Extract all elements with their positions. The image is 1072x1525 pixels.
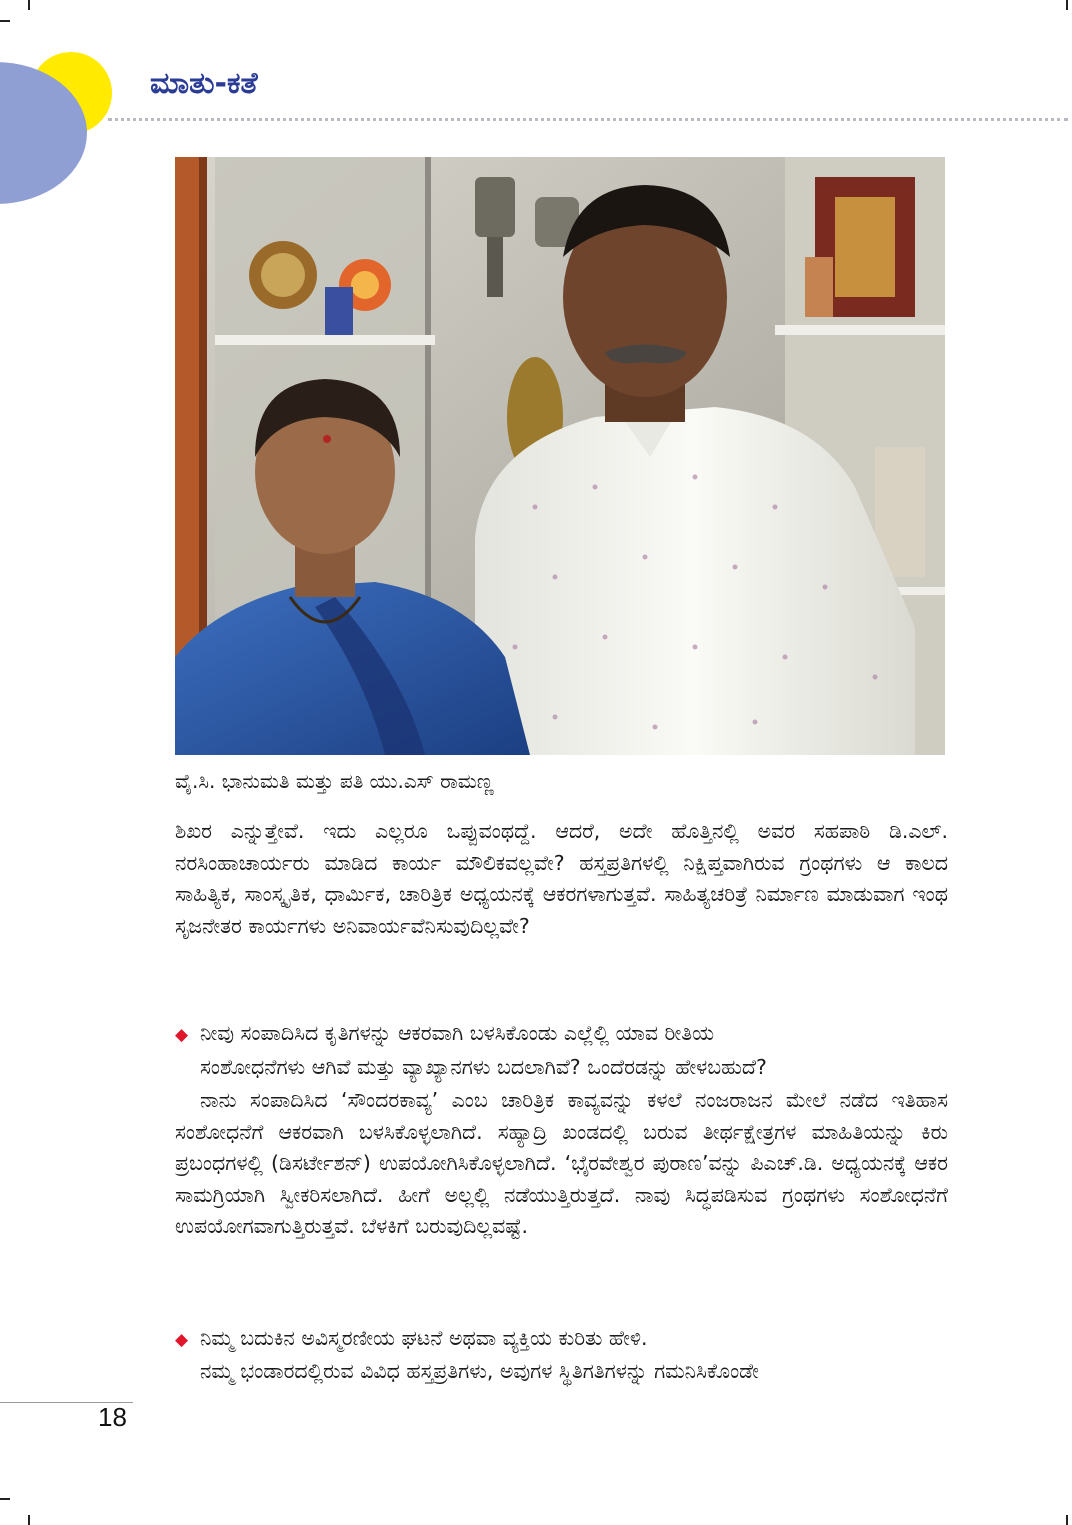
paragraph-intro: ಶಿಖರ ಎನ್ನುತ್ತೇವೆ. ಇದು ಎಲ್ಲರೂ ಒಪ್ಪುವಂಥದ್ದೆ. ಆದರೆ, ಅದೇ ಹೊತ್ತಿನಲ್ಲಿ ಅವರ ಸಹಪಾಠಿ ಡಿ.ಎಲ್. ನರಸಿಂಹಾಚಾರ್ಯರು ಮಾಡಿದ ಕಾರ್ಯ ಮೌಲಿಕವಲ್ಲವೇ? ಹಸ್ತಪ್ರತಿಗಳಲ್ಲಿ ನಿಕ್ಷಿಪ್ತವಾಗಿರುವ ಗ್ರಂಥಗಳು ಆ ಕಾಲದ ಸಾಹಿತ್ಯಿಕ, ಸಾಂಸ್ಕೃತಿಕ, ಧಾರ್ಮಿಕ, ಚಾರಿತ್ರಿಕ ಅಧ್ಯಯನಕ್ಕೆ ಆಕರಗಳಾಗುತ್ತವೆ. ಸಾಹಿತ್ಯಚರಿತ್ರೆ ನಿರ್ಮಾಣ ಮಾಡುವಾಗ ಇಂಥ ಸೃಜನೇತರ ಕಾರ್ಯಗಳು ಅನಿವಾರ್ಯವೆನಿಸುವುದಿಲ್ಲವೇ?: [175, 819, 948, 938]
diamond-bullet-icon: ◆: [175, 1025, 189, 1045]
answer-1: ನಾನು ಸಂಪಾದಿಸಿದ ‘ಸೌಂದರಕಾವ್ಯ’ ಎಂಬ ಚಾರಿತ್ರಿಕ ಕಾವ್ಯವನ್ನು ಕಳಲೆ ನಂಜರಾಜನ ಮೇಲೆ ನಡೆದ ಇತಿಹಾಸ ಸಂಶೋಧನೆಗೆ ಆಕರವಾಗಿ ಬಳಸಿಕೊಳ್ಳಲಾಗಿದೆ. ಸಹ್ಯಾದ್ರಿ ಖಂಡದಲ್ಲಿ ಬರುವ ತೀರ್ಥಕ್ಷೇತ್ರಗಳ ಮಾಹಿತಿಯನ್ನು ಕಿರು ಪ್ರಬಂಧಗಳಲ್ಲಿ (ಡಿಸರ್ಟೇಶನ್) ಉಪಯೋಗಿಸಿಕೊಳ್ಳಲಾಗಿದೆ. ‘ಭೈರವೇಶ್ವರ ಪುರಾಣ’ವನ್ನು ಪಿಎಚ್.ಡಿ. ಅಧ್ಯಯನಕ್ಕೆ ಆಕರ ಸಾಮಗ್ರಿಯಾಗಿ ಸ್ವೀಕರಿಸಲಾಗಿದೆ. ಹೀಗೆ ಅಲ್ಲಲ್ಲಿ ನಡೆಯುತ್ತಿರುತ್ತದೆ. ನಾವು ಸಿದ್ಧಪಡಿಸುವ ಗ್ರಂಥಗಳು ಸಂಶೋಧನೆಗೆ ಉಪಯೋಗವಾಗುತ್ತಿರುತ್ತವೆ. ಬೆಳಕಿಗೆ ಬರುವುದಿಲ್ಲವಷ್ಟೆ.: [175, 1088, 948, 1238]
question-2: [175, 1323, 990, 1357]
question-1-line-2: ಸಂಶೋಧನೆಗಳು ಆಗಿವೆ ಮತ್ತು ವ್ಯಾಖ್ಯಾನಗಳು ಬದಲಾಗಿವೆ? ಒಂದೆರಡನ್ನು ಹೇಳಬಹುದೆ?: [200, 1054, 767, 1079]
photo-caption: ವೈ.ಸಿ. ಭಾನುಮತಿ ಮತ್ತು ಪತಿ ಯು.ಎಸ್ ರಾಮಣ್ಣ: [175, 769, 494, 793]
page-number: 18: [98, 1402, 127, 1432]
photo-illustration: [175, 157, 945, 755]
diamond-bullet-icon: ◆: [175, 1330, 189, 1350]
question-2-text: ನಿಮ್ಮ ಬದುಕಿನ ಅವಿಸ್ಮರಣೀಯ ಘಟನೆ ಅಥವಾ ವ್ಯಕ್ತಿಯ ಕುರಿತು ಹೇಳಿ.: [200, 1326, 648, 1350]
crop-mark: [28, 0, 30, 10]
crop-mark: [1066, 1515, 1068, 1525]
crop-mark: [28, 1515, 30, 1525]
question-1: [175, 1018, 990, 1083]
section-title: ಮಾತು-ಕತೆ: [150, 66, 258, 101]
question-1-line-1: ನೀವು ಸಂಪಾದಿಸಿದ ಕೃತಿಗಳನ್ನು ಆಕರವಾಗಿ ಬಳಸಿಕೊಂಡು ಎಲ್ಲೆಲ್ಲಿ ಯಾವ ರೀತಿಯ: [200, 1021, 715, 1045]
header-dotted-rule: [108, 118, 1068, 121]
answer-2: ನಮ್ಮ ಭಂಡಾರದಲ್ಲಿರುವ ವಿವಿಧ ಹಸ್ತಪ್ರತಿಗಳು, ಅವುಗಳ ಸ್ಥಿತಿಗತಿಗಳನ್ನು ಗಮನಿಸಿಕೊಂಡೇ: [200, 1359, 759, 1383]
crop-mark: [0, 20, 10, 22]
interview-photo: [175, 157, 945, 755]
crop-mark: [0, 1498, 10, 1500]
crop-mark: [1066, 0, 1068, 10]
